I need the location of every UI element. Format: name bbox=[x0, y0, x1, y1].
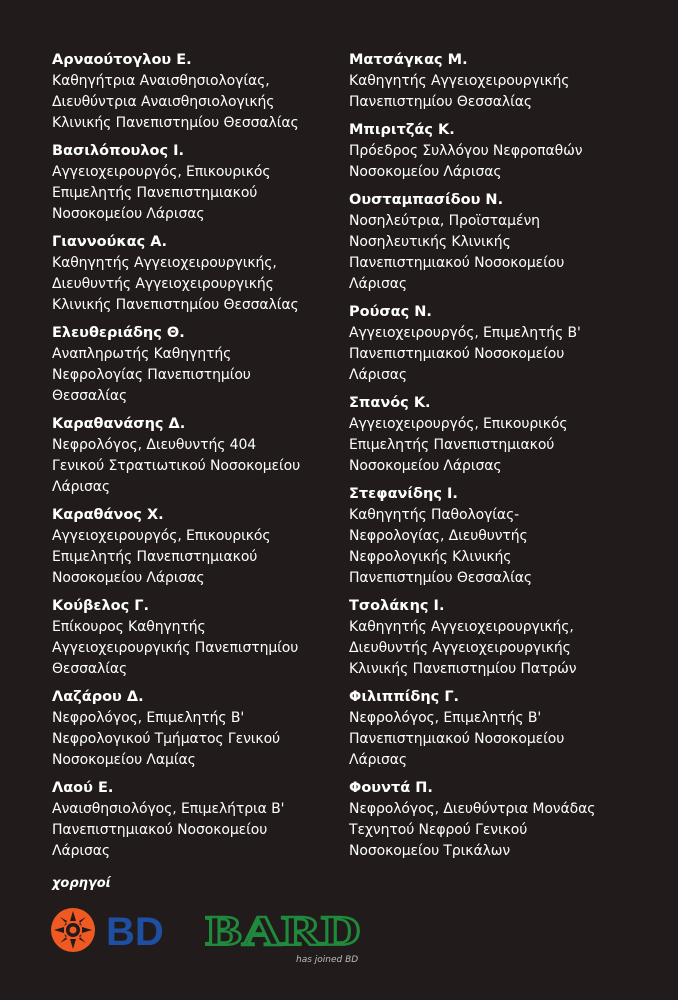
person-title-line: Πανεπιστημιακού Νοσοκομείου bbox=[349, 255, 565, 271]
person-title-line: Νοσοκομείου Λάρισας bbox=[52, 570, 205, 586]
bd-starburst-icon bbox=[51, 908, 95, 952]
person-title-line: Νοσοκομείου Λάρισας bbox=[349, 458, 502, 474]
person-entry bbox=[349, 301, 649, 386]
person-name: Σπανός Κ. bbox=[349, 395, 431, 411]
person-title-line: Νεφρολογικού Τμήματος Γενικού bbox=[52, 731, 281, 747]
person-title-line: Νοσοκομείου Λάρισας bbox=[349, 164, 502, 180]
left-column bbox=[52, 49, 342, 868]
sponsors-label: χορηγοί bbox=[52, 876, 111, 891]
person-title-line: Κλινικής Πανεπιστημίου Θεσσαλίας bbox=[52, 115, 299, 131]
person-name: Τσολάκης Ι. bbox=[349, 598, 445, 614]
person-entry bbox=[52, 595, 342, 680]
person-title-line: Αγγειοχειρουργός, Επικουρικός bbox=[52, 164, 271, 180]
person-entry bbox=[349, 392, 649, 477]
person-name: Στεφανίδης Ι. bbox=[349, 486, 458, 502]
person-title-line: Νεφρολόγος, Επιμελητής Β' bbox=[349, 710, 542, 726]
person-title-line: Καθηγητής Αγγειοχειρουργικής, bbox=[52, 255, 277, 271]
person-title-line: Αναισθησιολόγος, Επιμελήτρια Β' bbox=[52, 801, 285, 817]
person-title-line: Πανεπιστημιακού Νοσοκομείου bbox=[349, 731, 565, 747]
person-entry bbox=[349, 686, 649, 771]
person-name: Ελευθεριάδης Θ. bbox=[52, 325, 185, 341]
person-entry bbox=[349, 595, 649, 680]
person-title-line: Αγγειοχειρουργός, Επικουρικός bbox=[349, 416, 568, 432]
person-entry bbox=[349, 49, 649, 113]
person-name: Φιλιππίδης Γ. bbox=[349, 689, 460, 705]
person-name: Λαού Ε. bbox=[52, 780, 114, 796]
person-title-line: Καθηγητής Αγγειοχειρουργικής bbox=[349, 73, 570, 89]
person-title-line: Θεσσαλίας bbox=[52, 661, 128, 677]
person-title-line: Διευθυντής Αγγειοχειρουργικής bbox=[52, 276, 274, 292]
person-entry bbox=[52, 231, 342, 316]
person-name: Κούβελος Γ. bbox=[52, 598, 149, 614]
person-title-line: Νεφρολογίας, Διευθυντής bbox=[349, 528, 528, 544]
person-entry bbox=[52, 504, 342, 589]
person-title-line: Νεφρολόγος, Διευθύντρια Μονάδας bbox=[349, 801, 596, 817]
person-title-line: Πανεπιστημίου Θεσσαλίας bbox=[349, 570, 532, 586]
person-title-line: Αγγειοχειρουργός, Επικουρικός bbox=[52, 528, 271, 544]
bard-wordmark: BARD bbox=[205, 909, 361, 951]
bard-tagline: has joined BD bbox=[296, 955, 359, 965]
person-name: Βασιλόπουλος Ι. bbox=[52, 143, 185, 159]
person-title-line: Επιμελητής Πανεπιστημιακού bbox=[52, 549, 258, 565]
person-entry bbox=[349, 777, 649, 862]
person-title-line: Επίκουρος Καθηγητής bbox=[52, 619, 206, 635]
person-title-line: Γενικού Στρατιωτικού Νοσοκομείου bbox=[52, 458, 301, 474]
person-name: Λαζάρου Δ. bbox=[52, 689, 144, 705]
person-title-line: Νοσοκομείου Λαμίας bbox=[52, 752, 196, 768]
person-entry bbox=[349, 483, 649, 589]
person-title-line: Τεχνητού Νεφρού Γενικού bbox=[349, 822, 528, 838]
person-title-line: Πανεπιστημιακού Νοσοκομείου bbox=[52, 822, 268, 838]
person-title-line: Πανεπιστημιακού Νοσοκομείου bbox=[349, 346, 565, 362]
person-title-line: Επιμελητής Πανεπιστημιακού bbox=[349, 437, 555, 453]
bd-logo bbox=[50, 907, 180, 953]
person-title-line: Πρόεδρος Συλλόγου Νεφροπαθών bbox=[349, 143, 583, 159]
person-name: Αρναούτογλου Ε. bbox=[52, 52, 192, 68]
person-title-line: Καθηγήτρια Αναισθησιολογίας, bbox=[52, 73, 270, 89]
person-title-line: Διευθυντής Αγγειοχειρουργικής bbox=[349, 640, 571, 656]
person-name: Καραθανάσης Δ. bbox=[52, 416, 186, 432]
person-title-line: Αναπληρωτής Καθηγητής bbox=[52, 346, 232, 362]
person-title-line: Λάρισας bbox=[52, 843, 111, 859]
person-name: Ματσάγκας Μ. bbox=[349, 52, 468, 68]
person-entry bbox=[349, 189, 649, 295]
person-entry bbox=[52, 777, 342, 862]
person-entry bbox=[52, 413, 342, 498]
person-title-line: Λάρισας bbox=[52, 479, 111, 495]
person-entry bbox=[52, 322, 342, 407]
person-entry bbox=[349, 119, 649, 183]
bd-wordmark: BD bbox=[106, 910, 164, 953]
right-column bbox=[349, 49, 649, 868]
person-title-line: Νοσηλεύτρια, Προϊσταμένη bbox=[349, 213, 540, 229]
person-title-line: Κλινικής Πανεπιστημίου Θεσσαλίας bbox=[52, 297, 299, 313]
person-title-line: Λάρισας bbox=[349, 276, 408, 292]
person-title-line: Λάρισας bbox=[349, 752, 408, 768]
person-title-line: Νεφρολόγος, Διευθυντής 404 bbox=[52, 437, 257, 453]
person-title-line: Νοσοκομείου Λάρισας bbox=[52, 206, 205, 222]
person-title-line: Θεσσαλίας bbox=[52, 388, 128, 404]
person-title-line: Πανεπιστημίου Θεσσαλίας bbox=[349, 94, 532, 110]
person-title-line: Καθηγητής Παθολογίας- bbox=[349, 507, 520, 523]
person-name: Φουντά Π. bbox=[349, 780, 433, 796]
bard-logo bbox=[205, 909, 365, 951]
person-title-line: Καθηγητής Αγγειοχειρουργικής, bbox=[349, 619, 574, 635]
person-title-line: Νεφρολογίας Πανεπιστημίου bbox=[52, 367, 251, 383]
person-entry bbox=[52, 686, 342, 771]
person-entry bbox=[52, 49, 342, 134]
person-title-line: Νοσηλευτικής Κλινικής bbox=[349, 234, 511, 250]
person-title-line: Νοσοκομείου Τρικάλων bbox=[349, 843, 511, 859]
person-title-line: Λάρισας bbox=[349, 367, 408, 383]
person-title-line: Διευθύντρια Αναισθησιολογικής bbox=[52, 94, 275, 110]
person-title-line: Νεφρολογικής Κλινικής bbox=[349, 549, 512, 565]
person-title-line: Επιμελητής Πανεπιστημιακού bbox=[52, 185, 258, 201]
person-name: Μπιριτζάς Κ. bbox=[349, 122, 455, 138]
person-name: Καραθάνος Χ. bbox=[52, 507, 164, 523]
person-name: Γιαννούκας Α. bbox=[52, 234, 167, 250]
person-title-line: Αγγειοχειρουργός, Επιμελητής Β' bbox=[349, 325, 581, 341]
person-name: Ρούσας Ν. bbox=[349, 304, 432, 320]
person-title-line: Αγγειοχειρουργικής Πανεπιστημίου bbox=[52, 640, 299, 656]
person-entry bbox=[52, 140, 342, 225]
person-name: Ουσταμπασίδου Ν. bbox=[349, 192, 504, 208]
person-title-line: Κλινικής Πανεπιστημίου Πατρών bbox=[349, 661, 577, 677]
person-title-line: Νεφρολόγος, Επιμελητής Β' bbox=[52, 710, 245, 726]
